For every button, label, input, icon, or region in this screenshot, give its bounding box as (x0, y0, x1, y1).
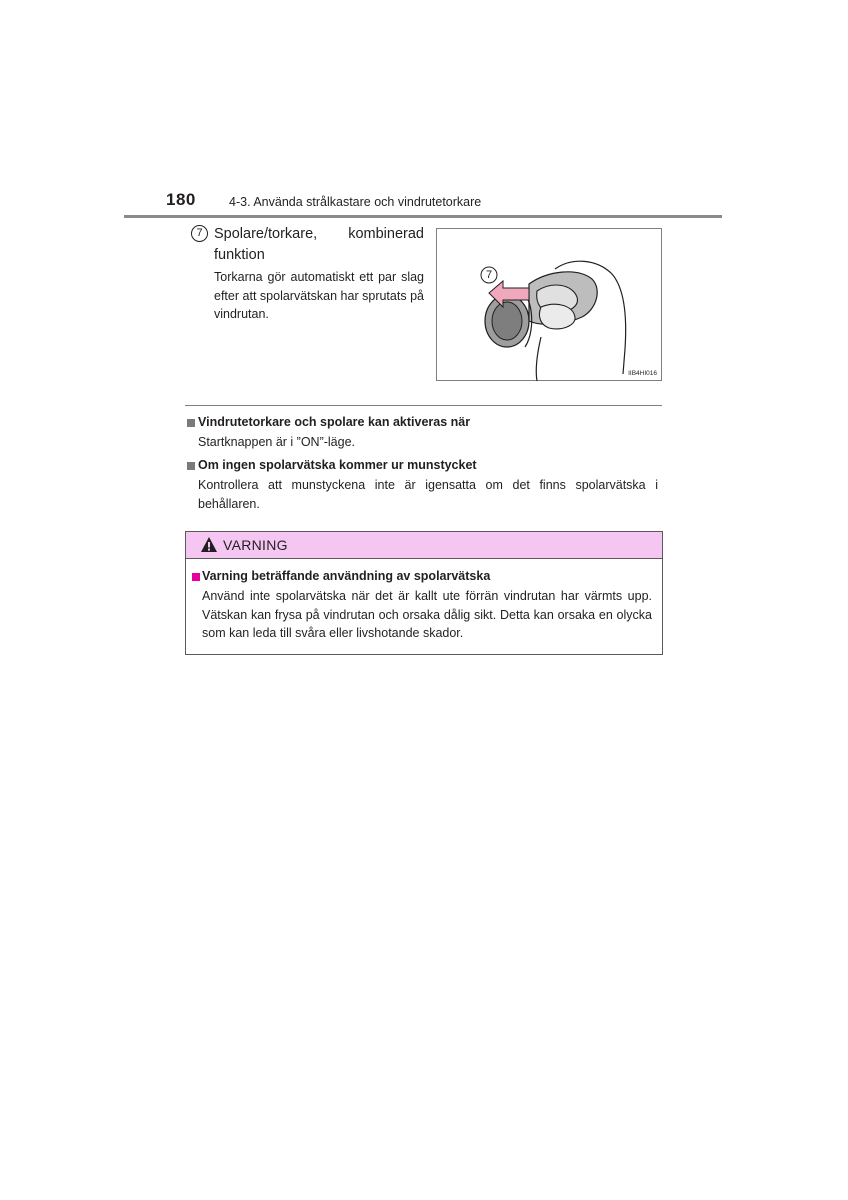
illustration-code: IIB4HI016 (628, 370, 657, 377)
item-title: Spolare/torkare, kombinerad funktion (214, 226, 424, 263)
info-heading: Vindrutetorkare och spolare kan aktiveras när (198, 415, 471, 429)
warning-body: Använd inte spolarvätska när det är kallt ute förrän vindrutan har värmts upp. Vätskan kan frysa på vindrutan och orsaka dålig sikt. Detta kan orsaka en olycka som kan leda till svåra eller livshotande skador. (202, 589, 652, 640)
warning-header (186, 532, 662, 559)
illustration-callout-label: 7 (485, 269, 493, 281)
info-heading: Om ingen spolarvätska kommer ur munstycket (198, 458, 477, 472)
item-number-badge: 7 (191, 225, 208, 242)
info-body: Startknappen är i ”ON”-läge. (198, 435, 356, 449)
header-divider (124, 215, 722, 218)
warning-triangle-icon (200, 536, 218, 553)
section-title: 4-3. Använda strålkastare och vindrutetorkare (229, 195, 482, 209)
square-bullet-icon (187, 462, 195, 470)
wiper-lever-illustration (436, 228, 662, 381)
item-description: Torkarna gör automatiskt ett par slag efter att spolarvätskan har sprutats på vindrutan. (214, 270, 424, 321)
wiper-lever-drawing (437, 229, 663, 382)
warning-title: VARNING (223, 537, 288, 553)
section-divider (185, 405, 662, 406)
warning-heading: Varning beträffande användning av spolarvätska (202, 569, 491, 583)
magenta-square-bullet-icon (192, 573, 200, 581)
square-bullet-icon (187, 419, 195, 427)
info-body: Kontrollera att munstyckena inte är igensatta om det finns spolarvätska i behållaren. (198, 478, 658, 511)
page-number: 180 (166, 190, 196, 209)
warning-box (185, 531, 663, 655)
